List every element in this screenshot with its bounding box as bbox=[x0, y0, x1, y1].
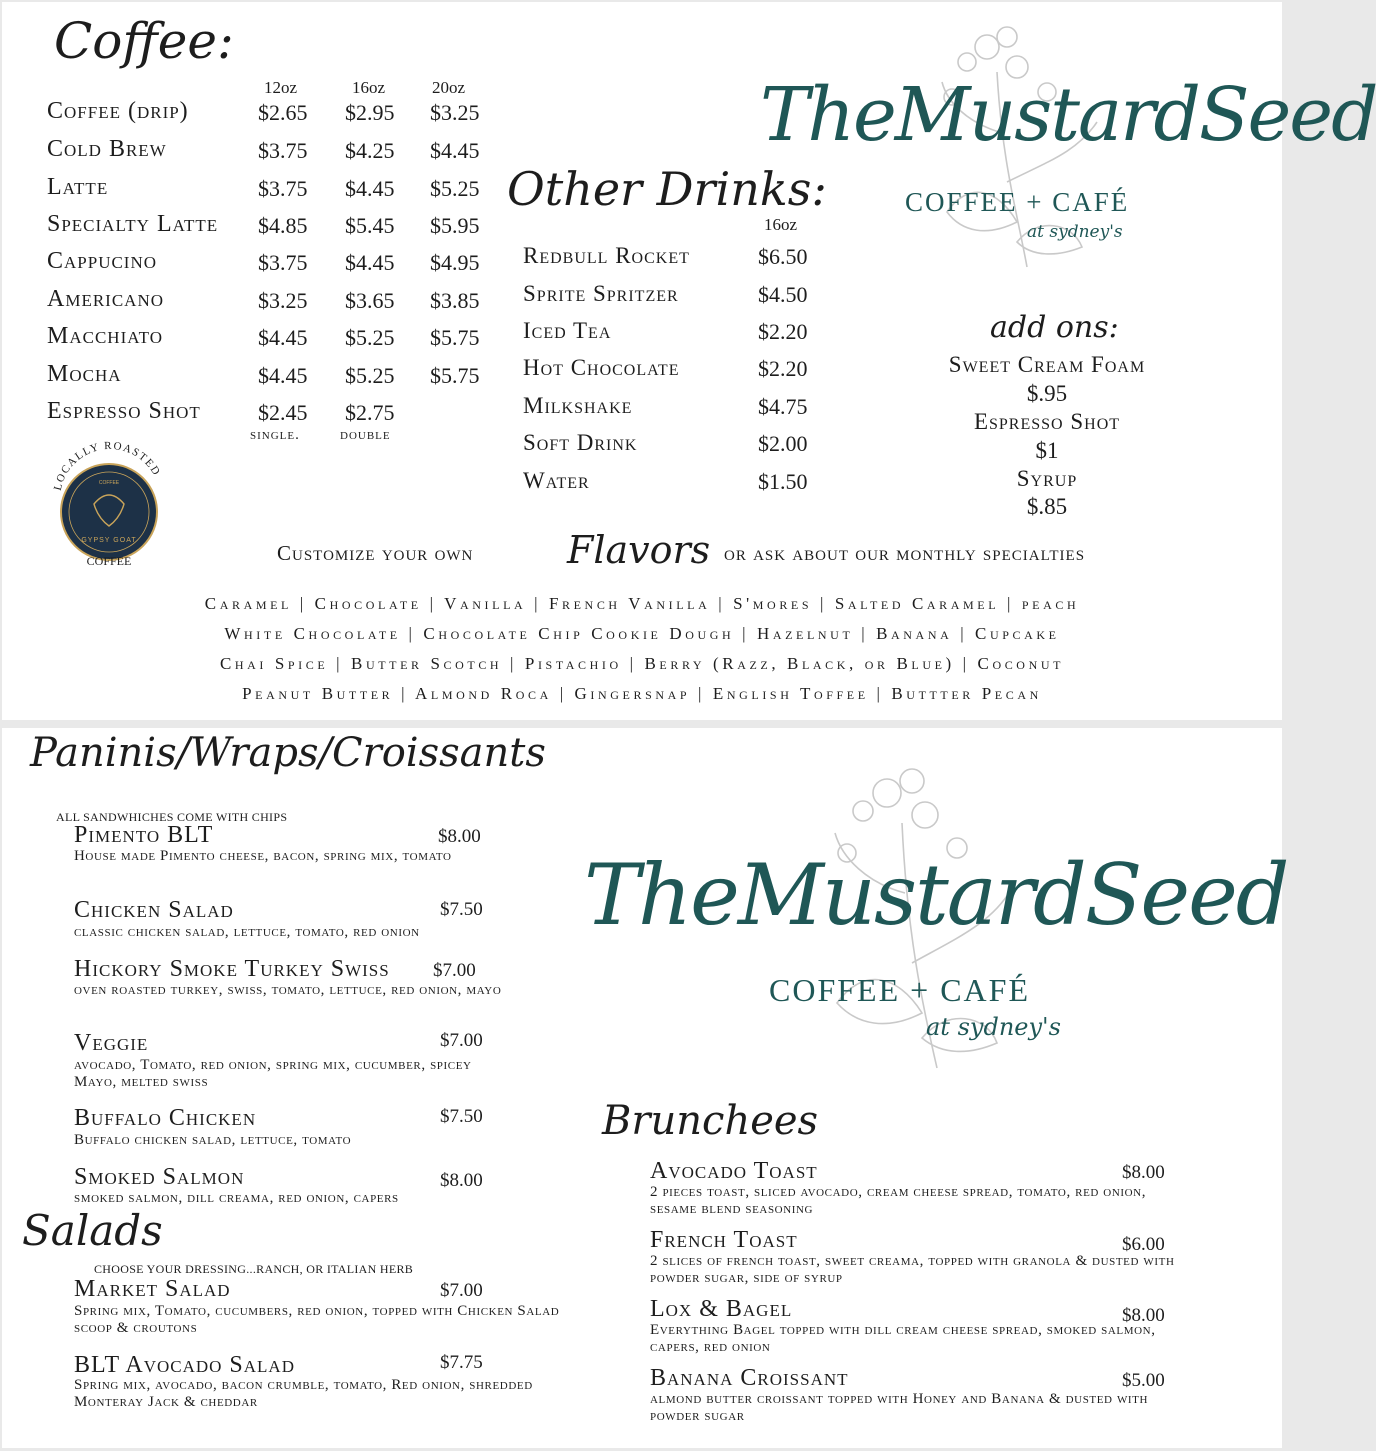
shot-double-label: double bbox=[340, 427, 391, 443]
coffee-item-name: Coffee (drip) bbox=[47, 98, 189, 124]
addon-price: $.85 bbox=[1026, 494, 1068, 519]
brand-small-top: at sydney's bbox=[1027, 222, 1123, 242]
flavor-row: White Chocolate | Chocolate Chip Cookie Dough | Hazelnut | Banana | Cupcake bbox=[224, 624, 1060, 643]
badge-graphic bbox=[42, 432, 177, 567]
drink-name: Iced Tea bbox=[523, 318, 612, 343]
brunch-price: $5.00 bbox=[1122, 1370, 1165, 1391]
other-drinks-title: Other Drinks: bbox=[507, 162, 827, 216]
drink-price: $2.20 bbox=[758, 319, 808, 344]
coffee-title: Coffee: bbox=[54, 12, 234, 70]
brunch-title: Brunchees bbox=[602, 1098, 819, 1144]
coffee-price-single: $2.45 bbox=[258, 400, 308, 425]
coffee-price-20: $5.25 bbox=[430, 176, 480, 201]
salad-name: BLT Avocado Salad bbox=[74, 1352, 295, 1378]
addon-price: $.95 bbox=[1026, 381, 1068, 406]
coffee-price-16: $5.45 bbox=[345, 213, 395, 238]
brunch-desc: 2 pieces toast, sliced avocado, cream cheese spread, tomato, red onion, sesame blend seasoning bbox=[650, 1184, 1147, 1217]
flavor-row: Chai Spice | Butter Scotch | Pistachio | Berry (Razz, Black, or Blue) | Coconut bbox=[219, 654, 1065, 673]
coffee-price-20: $4.95 bbox=[430, 250, 480, 275]
drinks-menu-panel bbox=[2, 2, 1376, 720]
coffee-price-12: $3.75 bbox=[258, 138, 308, 163]
size-20oz: 20oz bbox=[432, 78, 466, 97]
brunch-name: Lox & Bagel bbox=[650, 1296, 793, 1322]
drink-price: $4.50 bbox=[758, 282, 808, 307]
sandwiches-title: Paninis/Wraps/Croissants bbox=[30, 730, 546, 776]
sandwich-desc: avocado, Tomato, red onion, spring mix, cucumber, spicey Mayo, melted swiss bbox=[74, 1057, 472, 1090]
salad-name: Market Salad bbox=[74, 1276, 231, 1302]
brunch-price: $6.00 bbox=[1122, 1234, 1165, 1255]
flavor-row: Peanut Butter | Almond Roca | Gingersnap | English Toffee | Buttter Pecan bbox=[242, 684, 1042, 703]
brunch-price: $8.00 bbox=[1122, 1162, 1165, 1183]
coffee-item-name: Latte bbox=[47, 174, 109, 200]
coffee-price-20: $3.25 bbox=[430, 100, 480, 125]
sandwich-desc: classic chicken salad, lettuce, tomato, red onion bbox=[74, 924, 420, 940]
coffee-item-name: Americano bbox=[47, 286, 165, 312]
addon-name: Sweet Cream Foam bbox=[948, 352, 1146, 377]
flavor-row: Caramel | Chocolate | Vanilla | French Vanilla | S'mores | Salted Caramel | peach bbox=[204, 594, 1080, 613]
drink-price: $6.50 bbox=[758, 244, 808, 269]
size-12oz: 12oz bbox=[264, 78, 298, 97]
drink-price: $2.20 bbox=[758, 356, 808, 381]
brunch-name: Banana Croissant bbox=[650, 1365, 849, 1391]
addon-price: $1 bbox=[1035, 438, 1059, 463]
coffee-price-12: $3.75 bbox=[258, 250, 308, 275]
coffee-price-double: $2.75 bbox=[345, 400, 395, 425]
drink-name: Redbull Rocket bbox=[523, 243, 690, 268]
coffee-item-name: Specialty Latte bbox=[47, 211, 219, 237]
salad-price: $7.75 bbox=[440, 1352, 483, 1373]
badge-arc-text: LOCALLY ROASTED bbox=[51, 439, 163, 492]
coffee-price-20: $5.75 bbox=[430, 325, 480, 350]
brand-small-bottom: at sydney's bbox=[926, 1013, 1061, 1041]
drink-price: $4.75 bbox=[758, 394, 808, 419]
sandwich-price: $8.00 bbox=[438, 826, 481, 847]
flavors-right-text: or ask about our monthly specialties bbox=[724, 541, 1086, 565]
size-16oz-drinks: 16oz bbox=[764, 215, 798, 234]
sandwich-name: Chicken Salad bbox=[74, 897, 234, 923]
coffee-price-20: $3.85 bbox=[430, 288, 480, 313]
coffee-item-name: Mocha bbox=[47, 361, 122, 387]
flavors-title: Flavors bbox=[567, 528, 711, 572]
shot-single-label: single. bbox=[250, 427, 300, 443]
coffee-price-12: $4.45 bbox=[258, 363, 308, 388]
coffee-price-12: $2.65 bbox=[258, 100, 308, 125]
coffee-price-16: $4.45 bbox=[345, 250, 395, 275]
brand-script-bottom: TheMustardSeed bbox=[584, 846, 1288, 944]
drink-name: Hot Chocolate bbox=[523, 355, 680, 380]
coffee-item-name: Cappucino bbox=[47, 248, 158, 274]
drink-price: $1.50 bbox=[758, 469, 808, 494]
drink-name: Water bbox=[523, 468, 590, 493]
sandwich-desc: Buffalo chicken salad, lettuce, tomato bbox=[74, 1132, 352, 1148]
coffee-price-20: $4.45 bbox=[430, 138, 480, 163]
brunch-price: $8.00 bbox=[1122, 1305, 1165, 1326]
food-menu-panel bbox=[2, 728, 1288, 1448]
sandwich-name: Pimento BLT bbox=[74, 822, 214, 848]
sandwich-name: Buffalo Chicken bbox=[74, 1105, 257, 1131]
badge-bottom-text: COFFEE bbox=[86, 554, 132, 567]
roaster-badge bbox=[42, 432, 177, 567]
flavors-left-text: Customize your own bbox=[277, 541, 474, 565]
salad-price: $7.00 bbox=[440, 1280, 483, 1301]
sandwich-price: $8.00 bbox=[440, 1170, 483, 1191]
brand-sub-bottom: COFFEE + CAFÉ bbox=[769, 972, 1030, 1008]
sandwich-price: $7.00 bbox=[433, 960, 476, 981]
coffee-price-12: $3.25 bbox=[258, 288, 308, 313]
size-16oz: 16oz bbox=[352, 78, 386, 97]
sandwich-price: $7.00 bbox=[440, 1030, 483, 1051]
brunch-desc: almond butter croissant topped with Honey and Banana & dusted with powder sugar bbox=[650, 1391, 1149, 1424]
brunch-name: Avocado Toast bbox=[650, 1158, 818, 1184]
salad-desc: Spring mix, Tomato, cucumbers, red onion, topped with Chicken Salad scoop & croutons bbox=[74, 1303, 560, 1336]
sandwich-desc: smoked salmon, dill creama, red onion, capers bbox=[74, 1190, 399, 1206]
coffee-price-16: $2.95 bbox=[345, 100, 395, 125]
sandwich-name: Smoked Salmon bbox=[74, 1164, 245, 1190]
brunch-name: French Toast bbox=[650, 1227, 798, 1253]
sandwich-price: $7.50 bbox=[440, 899, 483, 920]
coffee-price-20: $5.95 bbox=[430, 213, 480, 238]
coffee-price-16: $5.25 bbox=[345, 325, 395, 350]
addon-name: Syrup bbox=[1016, 466, 1078, 491]
coffee-item-name: Cold Brew bbox=[47, 136, 167, 162]
drink-name: Soft Drink bbox=[523, 430, 638, 455]
brand-script-top: TheMustardSeed bbox=[760, 72, 1376, 158]
coffee-price-20: $5.75 bbox=[430, 363, 480, 388]
drink-name: Sprite Spritzer bbox=[523, 281, 679, 306]
coffee-price-16: $5.25 bbox=[345, 363, 395, 388]
coffee-price-12: $3.75 bbox=[258, 176, 308, 201]
sandwich-name: Veggie bbox=[74, 1030, 149, 1056]
salads-note: CHOOSE YOUR DRESSING...RANCH, OR ITALIAN HERB bbox=[94, 1262, 414, 1276]
drink-name: Milkshake bbox=[523, 393, 633, 418]
coffee-item-name: Macchiato bbox=[47, 323, 163, 349]
coffee-price-16: $4.45 bbox=[345, 176, 395, 201]
brand-sub-top: COFFEE + CAFÉ bbox=[905, 187, 1130, 217]
drink-price: $2.00 bbox=[758, 431, 808, 456]
coffee-price-12: $4.45 bbox=[258, 325, 308, 350]
sandwich-name: Hickory Smoke Turkey Swiss bbox=[74, 956, 390, 982]
brunch-desc: 2 slices of french toast, sweet creama, topped with granola & dusted with powder sugar, side of syrup bbox=[650, 1253, 1175, 1286]
brunch-desc: Everything Bagel topped with dill cream cheese spread, smoked salmon, capers, red onion bbox=[650, 1322, 1156, 1355]
addons-title: add ons: bbox=[990, 310, 1119, 345]
coffee-price-12: $4.85 bbox=[258, 213, 308, 238]
salads-title: Salads bbox=[22, 1206, 163, 1255]
coffee-item-name: Espresso Shot bbox=[47, 398, 201, 424]
badge-inner-bottom: GYPSY GOAT bbox=[81, 537, 137, 544]
badge-inner-top: COFFEE bbox=[98, 480, 120, 486]
sandwich-desc: oven roasted turkey, swiss, tomato, lettuce, red onion, mayo bbox=[74, 982, 502, 998]
addon-name: Espresso Shot bbox=[973, 409, 1121, 434]
sandwich-desc: House made Pimento cheese, bacon, spring mix, tomato bbox=[74, 848, 452, 864]
coffee-price-16: $4.25 bbox=[345, 138, 395, 163]
sandwich-price: $7.50 bbox=[440, 1106, 483, 1127]
salad-desc: Spring mix, avocado, bacon crumble, tomato, Red onion, shredded Monteray Jack & cheddar bbox=[74, 1377, 533, 1410]
sandwiches-note: ALL SANDWHICHES COME WITH CHIPS bbox=[56, 810, 288, 824]
coffee-price-16: $3.65 bbox=[345, 288, 395, 313]
